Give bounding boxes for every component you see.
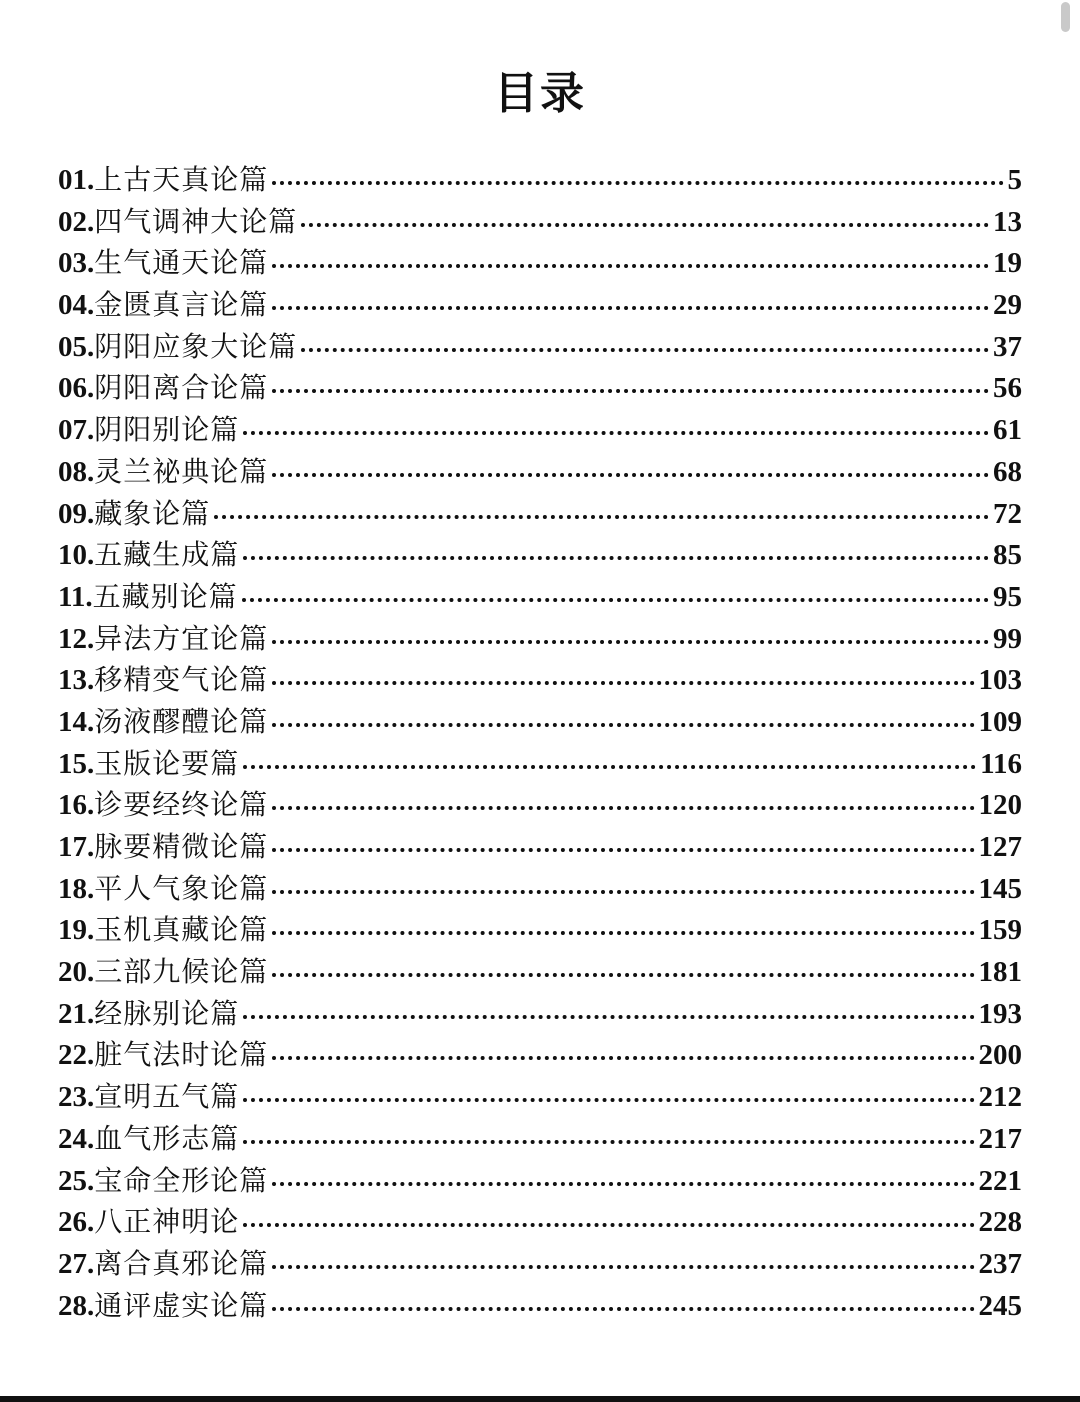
toc-entry[interactable] — [58, 533, 1022, 575]
toc-entry-number: 06. — [58, 372, 95, 405]
toc-entry-number: 20. — [58, 956, 95, 989]
toc-entry-title: 平人气象论篇 — [94, 871, 269, 905]
toc-dot-leader — [243, 1140, 974, 1144]
toc-entry-number: 22. — [58, 1039, 95, 1072]
toc-entry[interactable] — [58, 1242, 1022, 1284]
toc-entry-title: 阴阳离合论篇 — [94, 371, 269, 405]
page-title: 目录 — [494, 68, 586, 119]
toc-dot-leader — [243, 556, 989, 560]
scrollbar[interactable] — [1062, 0, 1076, 40]
toc-entry-title: 八正神明论 — [94, 1205, 240, 1239]
toc-entry-number: 09. — [58, 497, 95, 530]
toc-entry-page: 159 — [978, 914, 1022, 947]
toc-entry-title: 宝命全形论篇 — [94, 1163, 269, 1197]
toc-entry-number: 10. — [58, 539, 95, 572]
toc-entry-title: 五藏生成篇 — [94, 538, 240, 572]
toc-entry-page: 37 — [993, 330, 1022, 363]
toc-entry-number: 13. — [58, 664, 95, 697]
toc-entry[interactable] — [58, 992, 1022, 1034]
toc-entry-title: 脏气法时论篇 — [94, 1038, 269, 1072]
toc-dot-leader — [243, 431, 989, 435]
toc-entry[interactable] — [58, 950, 1022, 992]
toc-entry-title: 四气调神大论篇 — [94, 204, 298, 238]
toc-dot-leader — [272, 181, 1003, 185]
toc-entry[interactable] — [58, 575, 1022, 617]
toc-entry[interactable] — [58, 158, 1022, 200]
toc-entry-title: 血气形志篇 — [94, 1121, 240, 1155]
toc-entry[interactable] — [58, 867, 1022, 909]
toc-entry-number: 21. — [58, 997, 95, 1030]
toc-entry[interactable] — [58, 742, 1022, 784]
toc-entry-number: 27. — [58, 1247, 95, 1280]
toc-entry-title: 上古天真论篇 — [94, 163, 269, 196]
toc-entry-number: 15. — [58, 747, 95, 780]
toc-entry-number: 11. — [58, 580, 93, 613]
toc-dot-leader — [243, 1015, 974, 1019]
toc-entry-title: 诊要经终论篇 — [94, 788, 269, 822]
toc-entry[interactable] — [58, 617, 1022, 659]
toc-entry-number: 02. — [58, 205, 95, 238]
toc-entry-page: 95 — [993, 580, 1022, 613]
toc-entry-page: 228 — [978, 1206, 1022, 1239]
toc-entry-page: 217 — [978, 1122, 1022, 1155]
toc-entry-title: 通评虚实论篇 — [94, 1288, 269, 1322]
toc-entry-page: 200 — [978, 1039, 1022, 1072]
toc-dot-leader — [272, 1307, 974, 1311]
toc-entry[interactable] — [58, 700, 1022, 742]
toc-entry-number: 05. — [58, 330, 95, 363]
toc-entry[interactable] — [58, 200, 1022, 242]
toc-entry-title: 灵兰祕典论篇 — [94, 454, 269, 488]
toc-entry-title: 五藏别论篇 — [92, 579, 238, 613]
toc-entry[interactable] — [58, 1200, 1022, 1242]
toc-entry-title: 金匮真言论篇 — [94, 288, 269, 322]
toc-dot-leader — [301, 348, 989, 352]
toc-dot-leader — [272, 389, 989, 393]
toc-entry-title: 汤液醪醴论篇 — [94, 704, 269, 738]
toc-entry[interactable] — [58, 492, 1022, 534]
toc-dot-leader — [272, 723, 974, 727]
toc-entry-page: 99 — [993, 622, 1022, 655]
toc-entry[interactable] — [58, 325, 1022, 367]
toc-entry-number: 07. — [58, 414, 95, 447]
toc-dot-leader — [243, 765, 976, 769]
toc-entry-page: 61 — [993, 414, 1022, 447]
toc-entry-title: 离合真邪论篇 — [94, 1246, 269, 1280]
toc-dot-leader — [272, 306, 989, 310]
toc-entry[interactable] — [58, 408, 1022, 450]
toc-entry-page: 127 — [978, 831, 1022, 863]
toc-entry-number: 04. — [58, 289, 95, 322]
toc-entry-page: 221 — [978, 1164, 1022, 1197]
toc-entry-title: 脉要精微论篇 — [94, 830, 269, 863]
toc-entry-title: 异法方宜论篇 — [94, 621, 269, 655]
toc-entry-title: 生气通天论篇 — [94, 246, 269, 280]
toc-entry-page: 103 — [978, 664, 1022, 697]
toc-entry[interactable] — [58, 366, 1022, 408]
toc-entry-title: 阴阳别论篇 — [94, 413, 240, 447]
toc-entry-title: 玉机真藏论篇 — [94, 913, 269, 947]
toc-entry-number: 23. — [58, 1081, 95, 1114]
toc-entry[interactable] — [58, 825, 1022, 867]
toc-dot-leader — [243, 1098, 974, 1102]
toc-entry-page: 212 — [978, 1081, 1022, 1114]
toc-entry-number: 25. — [58, 1164, 95, 1197]
toc-dot-leader — [242, 598, 989, 602]
toc-dot-leader — [301, 223, 989, 227]
toc-entry[interactable] — [58, 283, 1022, 325]
toc-entry-number: 01. — [58, 164, 95, 196]
toc-entry-page: 68 — [993, 455, 1022, 488]
toc-entry-number: 03. — [58, 247, 95, 280]
table-of-contents — [58, 158, 1022, 1325]
toc-entry-page: 19 — [993, 247, 1022, 280]
toc-entry-page: 145 — [978, 872, 1022, 905]
toc-entry-number: 08. — [58, 455, 95, 488]
toc-entry-title: 经脉别论篇 — [94, 996, 240, 1030]
toc-entry-page: 193 — [978, 997, 1022, 1030]
toc-entry-page: 116 — [980, 747, 1022, 780]
toc-entry[interactable] — [58, 1117, 1022, 1159]
toc-entry-page: 72 — [993, 497, 1022, 530]
toc-entry[interactable] — [58, 1075, 1022, 1117]
toc-entry-page: 245 — [978, 1289, 1022, 1322]
toc-entry-page: 29 — [993, 289, 1022, 322]
toc-entry[interactable] — [58, 908, 1022, 950]
scrollbar-thumb[interactable] — [1061, 2, 1070, 32]
toc-dot-leader — [272, 973, 974, 977]
toc-dot-leader — [272, 681, 974, 685]
toc-entry-page: 237 — [978, 1247, 1022, 1280]
toc-dot-leader — [272, 1056, 974, 1060]
toc-dot-leader — [243, 1223, 974, 1227]
toc-entry-title: 玉版论要篇 — [94, 746, 240, 780]
toc-entry-page: 13 — [993, 205, 1022, 238]
toc-entry-title: 阴阳应象大论篇 — [94, 329, 298, 363]
toc-dot-leader — [272, 473, 989, 477]
toc-dot-leader — [272, 931, 974, 935]
toc-entry-title: 藏象论篇 — [94, 496, 211, 530]
toc-entry[interactable] — [58, 658, 1022, 700]
toc-entry-number: 26. — [58, 1206, 95, 1239]
toc-entry-number: 24. — [58, 1122, 95, 1155]
toc-entry[interactable] — [58, 241, 1022, 283]
toc-entry-page: 109 — [978, 705, 1022, 738]
toc-entry-number: 14. — [58, 705, 95, 738]
toc-entry-number: 28. — [58, 1289, 95, 1322]
toc-dot-leader — [272, 890, 974, 894]
toc-entry[interactable] — [58, 1159, 1022, 1201]
toc-dot-leader — [214, 515, 989, 519]
toc-dot-leader — [272, 848, 974, 852]
toc-entry-number: 18. — [58, 872, 95, 905]
toc-dot-leader — [272, 1265, 974, 1269]
toc-dot-leader — [272, 264, 989, 268]
toc-entry[interactable] — [58, 1284, 1022, 1326]
toc-entry-page: 5 — [1007, 164, 1022, 196]
toc-entry-page: 181 — [978, 956, 1022, 989]
toc-entry-page: 120 — [978, 789, 1022, 822]
toc-entry-page: 56 — [993, 372, 1022, 405]
toc-dot-leader — [272, 1182, 974, 1186]
toc-dot-leader — [272, 806, 974, 810]
toc-entry-title: 移精变气论篇 — [94, 663, 269, 697]
toc-dot-leader — [272, 640, 989, 644]
toc-entry-number: 19. — [58, 914, 95, 947]
toc-entry-title: 宣明五气篇 — [94, 1080, 240, 1114]
toc-entry-number: 17. — [58, 831, 95, 863]
toc-entry[interactable] — [58, 450, 1022, 492]
bottom-edge-bar — [0, 1396, 1080, 1402]
toc-entry-title: 三部九候论篇 — [94, 955, 269, 989]
toc-entry-page: 85 — [993, 539, 1022, 572]
toc-entry-number: 16. — [58, 789, 95, 822]
toc-entry[interactable] — [58, 1033, 1022, 1075]
toc-entry-number: 12. — [58, 622, 95, 655]
toc-entry[interactable] — [58, 783, 1022, 825]
